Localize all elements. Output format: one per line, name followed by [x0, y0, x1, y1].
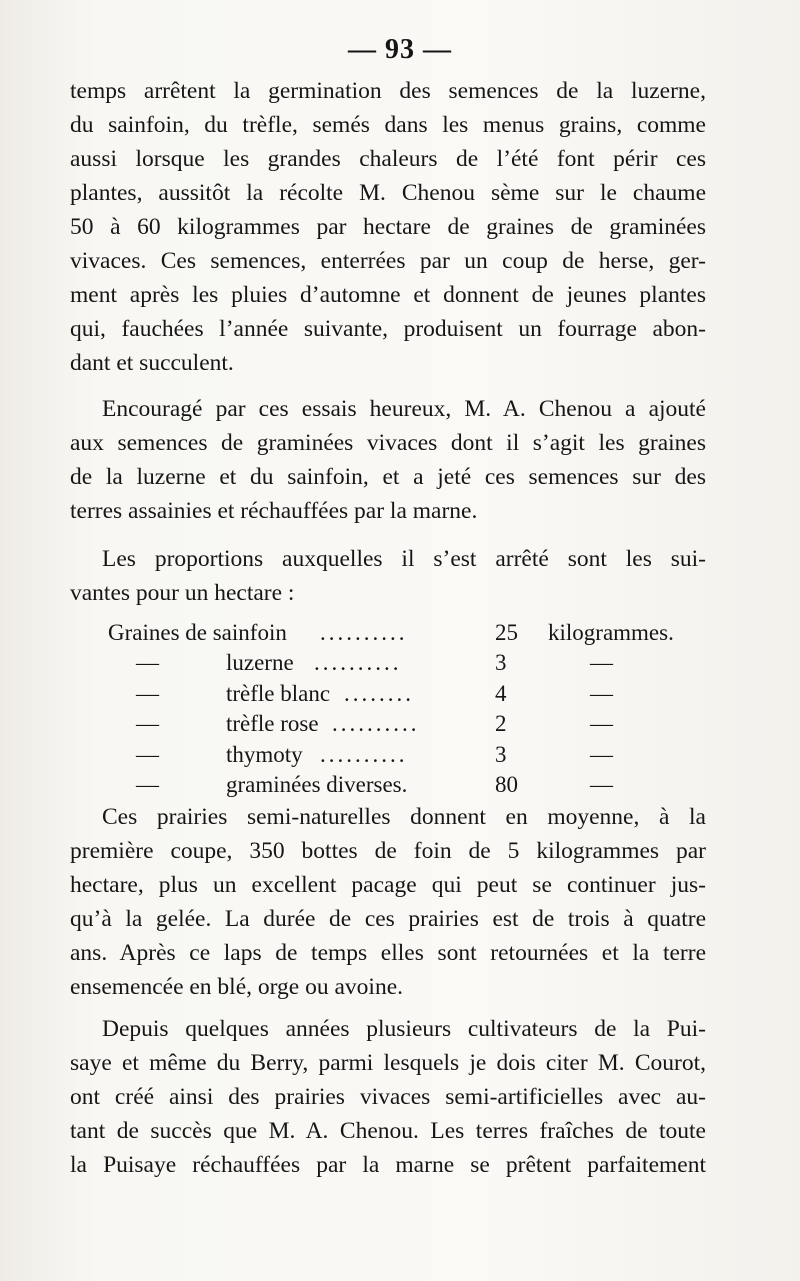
text-line: ment après les pluies d’automne et donnent de jeunes plantes [70, 282, 706, 308]
seed-quantity: 4 [495, 680, 507, 706]
text-line: la Puisaye réchauffées par la marne se prêtent parfaitement [70, 1152, 706, 1178]
paragraph-2 [70, 392, 706, 528]
leader-dots: ........ [344, 680, 414, 706]
seed-quantity: 80 [495, 771, 518, 797]
text-line: du sainfoin, du trèfle, semés dans les menus grains, comme [70, 112, 706, 138]
paragraph-5 [70, 1012, 706, 1182]
text-line: vantes pour un hectare : [70, 580, 295, 606]
text-line: temps arrêtent la germination des semences de la luzerne, [70, 78, 706, 104]
seed-unit: kilogrammes. [548, 620, 674, 645]
seed-name: Graines de sainfoin [108, 620, 287, 645]
text-line: de la luzerne et du sainfoin, et a jeté ces semences sur des [70, 464, 706, 490]
table-row [108, 711, 708, 741]
seed-name: luzerne [226, 650, 294, 676]
seed-name: trèfle blanc [226, 680, 331, 706]
text-line: Encouragé par ces essais heureux, M. A. Chenou a ajouté [102, 396, 706, 422]
text-line: aussi lorsque les grandes chaleurs de l’été font périr ces [70, 146, 706, 172]
text-line: Ces prairies semi-naturelles donnent en moyenne, à la [102, 804, 706, 830]
seed-quantity: 3 [495, 650, 507, 676]
ditto-dash: — [590, 771, 613, 797]
page-number: — 93 — [348, 34, 452, 65]
table-row [108, 742, 708, 772]
text-line: qu’à la gelée. La durée de ces prairies est de trois à quatre [70, 906, 706, 932]
paragraph-1 [70, 74, 706, 380]
ditto-dash: — [136, 741, 159, 767]
table-row [108, 772, 708, 802]
ditto-dash: — [590, 680, 613, 706]
text-line: ans. Après ce laps de temps elles sont retournées et la terre [70, 940, 706, 966]
text-line: tant de succès que M. A. Chenou. Les terres fraîches de toute [70, 1118, 706, 1144]
text-line: 50 à 60 kilogrammes par hectare de graines de graminées [70, 214, 706, 240]
table-row [108, 681, 708, 711]
text-line: qui, fauchées l’année suivante, produisent un fourrage abon- [70, 316, 706, 342]
text-line: plantes, aussitôt la récolte M. Chenou sème sur le chaume [70, 180, 706, 206]
ditto-dash: — [590, 650, 613, 676]
text-line: ensemencée en blé, orge ou avoine. [70, 974, 403, 1000]
ditto-dash: — [136, 711, 159, 737]
ditto-dash: — [590, 741, 613, 767]
text-line: saye et même du Berry, parmi lesquels je dois citer M. Courot, [70, 1050, 706, 1076]
ditto-dash: — [136, 771, 159, 797]
paragraph-4 [70, 800, 706, 1004]
seed-quantity: 2 [495, 711, 507, 737]
seed-quantity: 25 [495, 620, 518, 645]
leader-dots: .......... [332, 711, 420, 737]
ditto-dash: — [136, 680, 159, 706]
seed-name: trèfle rose [226, 711, 319, 737]
ditto-dash: — [590, 711, 613, 737]
text-line: première coupe, 350 bottes de foin de 5 kilogrammes par [70, 838, 706, 864]
leader-dots: .......... [314, 650, 402, 676]
seed-name: graminées diverses. [226, 771, 408, 797]
text-line: hectare, plus un excellent pacage qui peut se continuer jus- [70, 872, 706, 898]
text-line: ont créé ainsi des prairies vivaces semi-artificielles avec au- [70, 1084, 706, 1110]
seed-name: thymoty [226, 741, 303, 767]
table-row [108, 650, 708, 680]
table-row [108, 620, 708, 650]
text-line: dant et succulent. [70, 350, 234, 376]
text-line: terres assainies et réchauffées par la marne. [70, 498, 478, 524]
text-line: Depuis quelques années plusieurs cultivateurs de la Pui- [102, 1016, 706, 1042]
text-line: aux semences de graminées vivaces dont il s’agit les graines [70, 430, 706, 456]
leader-dots: .......... [320, 741, 408, 767]
text-line: vivaces. Ces semences, enterrées par un coup de herse, ger- [70, 248, 706, 274]
seed-quantity: 3 [495, 741, 507, 767]
ditto-dash: — [136, 650, 159, 676]
seed-proportions-table [108, 620, 708, 802]
paragraph-3 [70, 542, 706, 610]
text-line: Les proportions auxquelles il s’est arrêté sont les sui- [102, 546, 706, 572]
leader-dots: .......... [320, 620, 408, 645]
